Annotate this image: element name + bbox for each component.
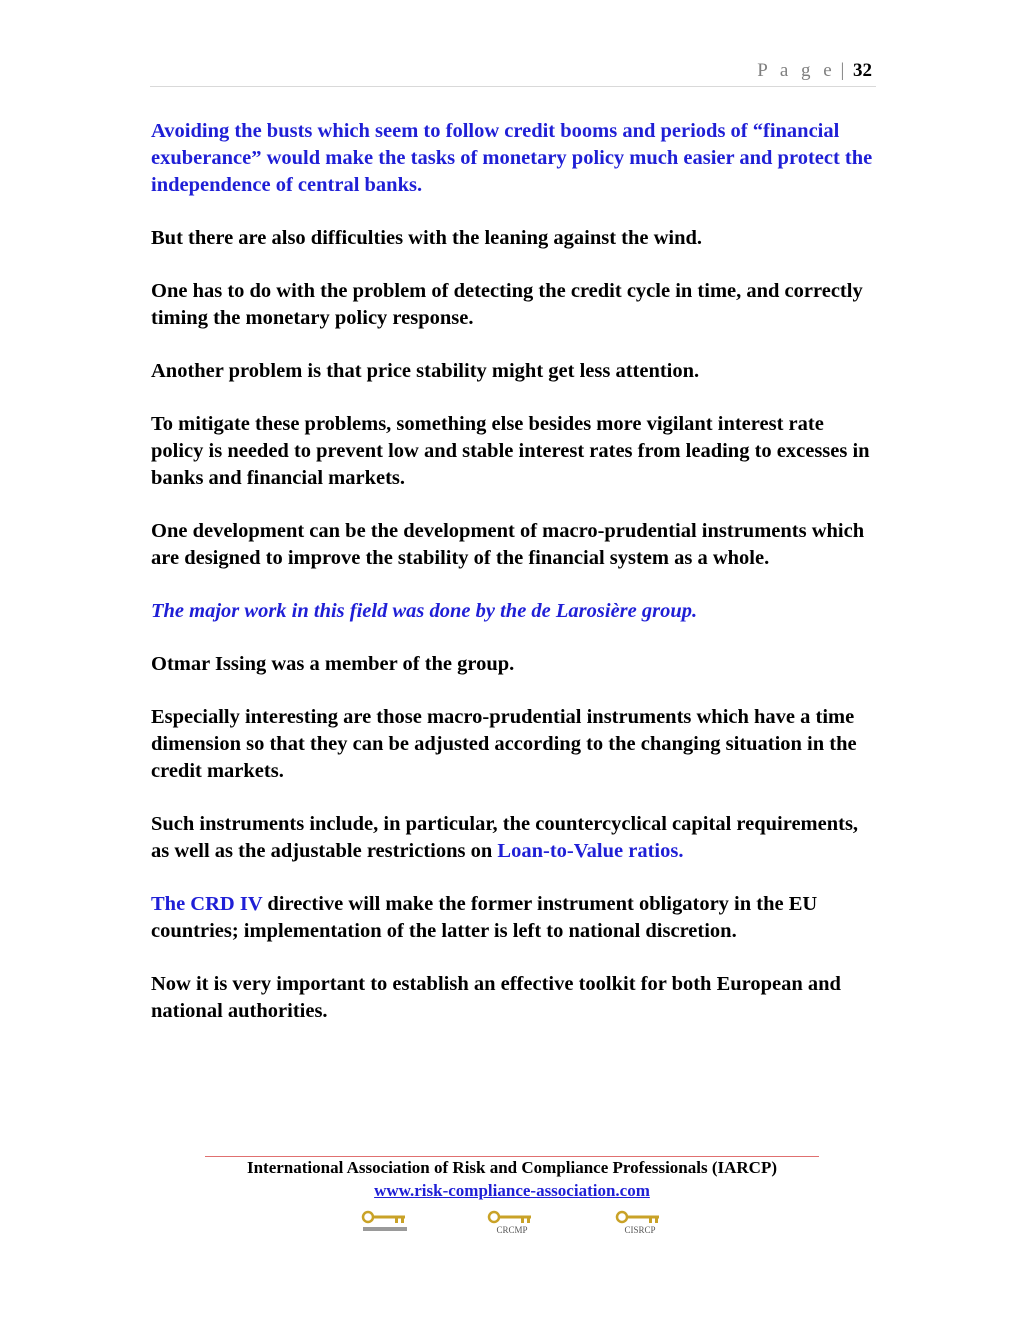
logo-label-cisrcp: CISRCP <box>624 1225 656 1235</box>
page-number: 32 <box>853 60 872 81</box>
logo-caption-bar <box>363 1227 407 1231</box>
paragraph-macro-prudential: One development can be the development of macro-prudential instruments which are designed to improve the stability of the financial system as a whole. <box>151 520 865 569</box>
certification-logo-1 <box>361 1210 411 1238</box>
page-word: P a g e <box>757 60 836 81</box>
paragraph-crd-iv <box>151 891 877 945</box>
paragraph-mitigate: To mitigate these problems, something else besides more vigilant interest rate policy is needed to prevent low and stable interest rates from leading to excesses in banks and financial markets. <box>151 413 870 489</box>
paragraph-detecting-cycle: One has to do with the problem of detecting the credit cycle in time, and correctly timing the monetary policy response. <box>151 280 863 329</box>
page-separator: | <box>840 60 845 81</box>
crd-iv-text: directive will make the former instrument obligatory in the EU countries; implementation of the latter is left to national discretion. <box>151 893 818 942</box>
key-icon <box>487 1210 537 1226</box>
loan-to-value-link[interactable]: Loan-to-Value ratios. <box>497 840 684 862</box>
paragraph-price-stability: Another problem is that price stability might get less attention. <box>151 360 700 382</box>
key-icon <box>615 1210 665 1226</box>
footer-logos <box>0 1210 1024 1240</box>
crd-iv-link[interactable]: The CRD IV <box>151 893 263 915</box>
paragraph-instruments <box>151 811 877 865</box>
footer-divider <box>205 1156 819 1157</box>
paragraph-time-dimension: Especially interesting are those macro-prudential instruments which have a time dimension so that they can be adjusted according to the changing situation in the credit markets. <box>151 706 857 782</box>
instruments-text: Such instruments include, in particular, the countercyclical capital requirements, as well as the adjustable restrictions on <box>151 813 859 862</box>
paragraph-issing: Otmar Issing was a member of the group. <box>151 653 515 675</box>
logo-label-crcmp: CRCMP <box>496 1225 528 1235</box>
footer-website-link[interactable]: www.risk-compliance-association.com <box>374 1181 650 1200</box>
page-header <box>150 58 876 87</box>
paragraph-difficulties: But there are also difficulties with the leaning against the wind. <box>151 227 703 249</box>
certification-logo-cisrcp <box>615 1210 665 1238</box>
paragraph-toolkit: Now it is very important to establish an effective toolkit for both European and national authorities. <box>151 973 841 1022</box>
key-icon <box>361 1210 411 1226</box>
paragraph-larosiere: The major work in this field was done by the de Larosière group. <box>151 600 698 622</box>
paragraph-credit-booms: Avoiding the busts which seem to follow credit booms and periods of “financial exuberance” would make the tasks of monetary policy much easier and protect the independence of central banks. <box>151 120 873 196</box>
page-number-label <box>757 60 872 82</box>
document-body <box>151 118 877 1051</box>
footer-organization: International Association of Risk and Compliance Professionals (IARCP) <box>246 1158 778 1177</box>
certification-logo-crcmp <box>487 1210 537 1238</box>
